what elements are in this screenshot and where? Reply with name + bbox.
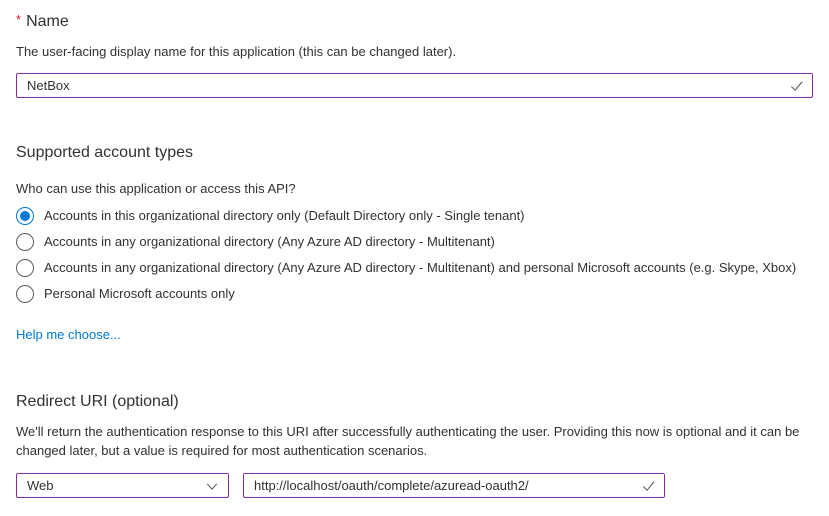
radio-button-icon[interactable] bbox=[16, 207, 34, 225]
account-type-options bbox=[16, 207, 813, 303]
chevron-down-icon bbox=[205, 479, 219, 493]
account-types-question: Who can use this application or access this API? bbox=[16, 181, 296, 196]
redirect-uri-input[interactable] bbox=[243, 473, 665, 498]
account-type-option-label: Accounts in this organizational directory only (Default Directory only - Single tenant) bbox=[44, 208, 525, 223]
radio-button-icon[interactable] bbox=[16, 233, 34, 251]
account-types-section-title: Supported account types bbox=[16, 144, 194, 161]
radio-button-icon[interactable] bbox=[16, 285, 34, 303]
account-type-option[interactable] bbox=[16, 233, 813, 251]
name-section-title-text: Name bbox=[26, 13, 69, 30]
account-type-option-label: Accounts in any organizational directory (Any Azure AD directory - Multitenant) bbox=[44, 234, 495, 249]
account-type-option[interactable] bbox=[16, 207, 813, 225]
name-input-wrap bbox=[16, 73, 813, 98]
radio-button-icon[interactable] bbox=[16, 259, 34, 277]
valid-checkmark-icon bbox=[789, 78, 804, 93]
platform-select[interactable] bbox=[16, 473, 229, 498]
redirect-uri-controls bbox=[16, 473, 813, 498]
name-section-title bbox=[16, 11, 813, 32]
account-type-option[interactable] bbox=[16, 285, 813, 303]
redirect-uri-section-title: Redirect URI (optional) bbox=[16, 393, 179, 410]
name-input[interactable] bbox=[16, 73, 813, 98]
account-type-option[interactable] bbox=[16, 259, 813, 277]
required-asterisk: * bbox=[16, 12, 22, 27]
name-description: The user-facing display name for this application (this can be changed later). bbox=[16, 44, 457, 59]
valid-checkmark-icon bbox=[641, 478, 656, 493]
redirect-uri-description: We'll return the authentication response to this URI after successfully authenticating the user. Providing this now is optional and it can be changed later, but a value is required for most authentication scenarios. bbox=[16, 424, 800, 458]
help-me-choose-link[interactable]: Help me choose... bbox=[16, 327, 121, 342]
redirect-uri-input-wrap bbox=[243, 473, 665, 498]
account-type-option-label: Personal Microsoft accounts only bbox=[44, 286, 235, 301]
account-type-option-label: Accounts in any organizational directory (Any Azure AD directory - Multitenant) and personal Microsoft accounts (e.g. Skype, Xbox) bbox=[44, 260, 797, 275]
platform-select-value: Web bbox=[27, 478, 54, 493]
